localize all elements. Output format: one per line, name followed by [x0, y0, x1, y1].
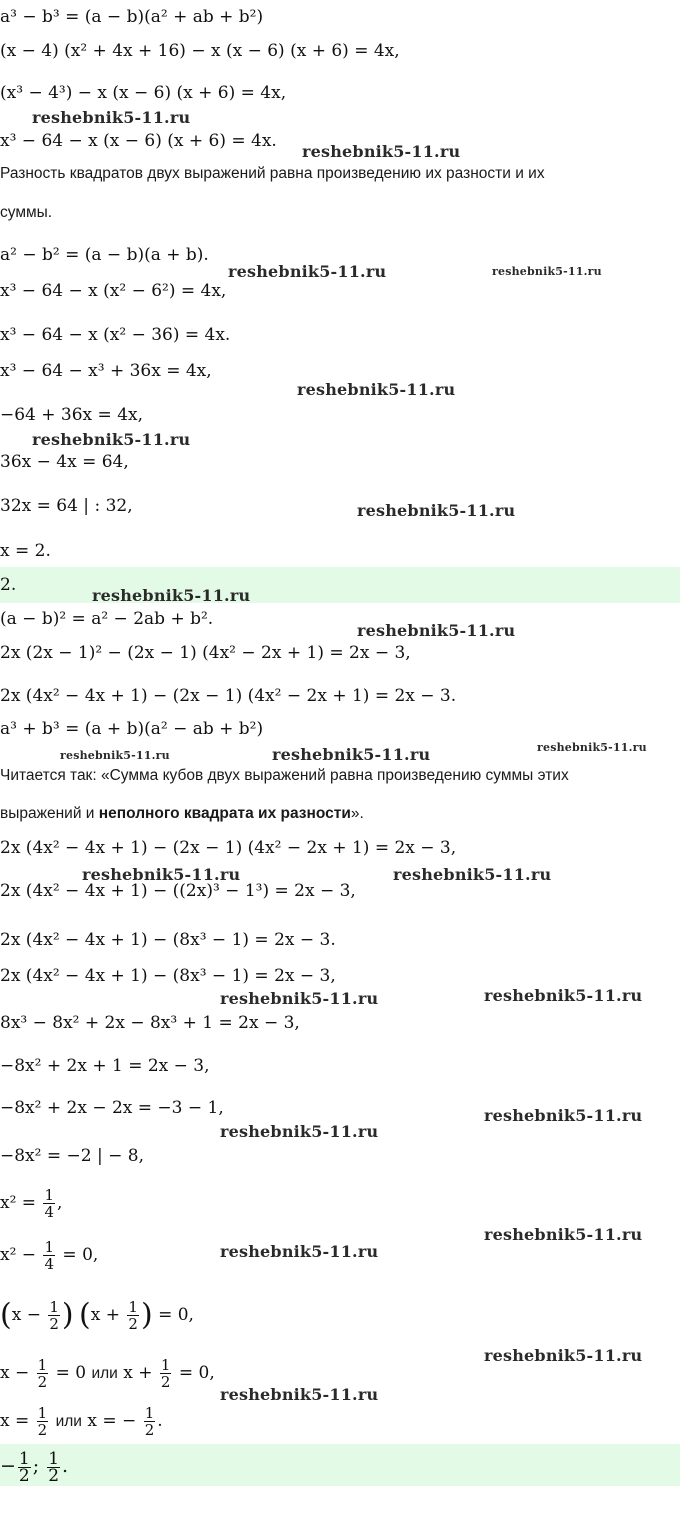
paragraph-text: суммы.	[0, 204, 53, 221]
equation-line: (x³ − 4³) − x (x − 6) (x + 6) = 4x,	[0, 83, 287, 103]
paragraph-text: Разность квадратов двух выражений равна произведению их разности и их	[0, 165, 545, 182]
equation-fraction-line	[0, 1350, 215, 1397]
numerator: 1	[160, 1356, 171, 1374]
fraction	[160, 1357, 172, 1390]
denominator: 2	[18, 1465, 30, 1486]
equation-line: 2x (4x² − 4x + 1) − (2x − 1) (4x² − 2x + 1) = 2x − 3.	[0, 686, 457, 706]
equation-fraction-line	[0, 1398, 163, 1445]
answer-band-final	[0, 1444, 680, 1486]
numerator: 1	[18, 1448, 30, 1469]
denominator: 2	[144, 1421, 155, 1439]
equation-part: ;	[32, 1455, 40, 1477]
denominator: 2	[160, 1373, 171, 1391]
equation-fraction-line	[0, 1232, 98, 1278]
or-word: или	[55, 1413, 82, 1430]
fraction	[18, 1448, 31, 1486]
watermark: reshebnik5-11.ru	[220, 1242, 379, 1261]
equation-part: x² =	[0, 1193, 37, 1213]
formula-cube-sum: a³ + b³ = (a + b)(a² − ab + b²)	[0, 719, 264, 739]
denominator: 2	[48, 1465, 60, 1486]
answer-2: 2.	[0, 575, 17, 595]
watermark: reshebnik5-11.ru	[272, 745, 431, 764]
equation-line: −8x² + 2x + 1 = 2x − 3,	[0, 1056, 210, 1076]
equation-line: −8x² + 2x − 2x = −3 − 1,	[0, 1098, 224, 1118]
numerator: 1	[37, 1356, 48, 1374]
denominator: 2	[37, 1421, 48, 1439]
paragraph-text: Читается так: «Сумма кубов двух выражений равна произведению суммы этих	[0, 767, 569, 784]
numerator: 1	[44, 1186, 55, 1204]
numerator: 1	[128, 1298, 138, 1316]
formula-cube-difference: a³ − b³ = (a − b)(a² + ab + b²)	[0, 7, 264, 27]
final-answer	[0, 1444, 68, 1488]
equation-line: x³ − 64 − x³ + 36x = 4x,	[0, 361, 212, 381]
equation-part: x +	[90, 1305, 121, 1325]
equation-part: .	[62, 1455, 69, 1477]
fraction	[48, 1299, 60, 1332]
equation-line: 36x − 4x = 64,	[0, 452, 129, 472]
equation-part: = 0,	[158, 1305, 194, 1325]
equation-part: x =	[0, 1411, 30, 1431]
equation-fraction-line	[0, 1180, 62, 1226]
watermark: reshebnik5-11.ru	[297, 380, 456, 399]
fraction	[47, 1448, 60, 1486]
equation-line: 2x (2x − 1)² − (2x − 1) (4x² − 2x + 1) = 2x − 3,	[0, 643, 411, 663]
watermark: reshebnik5-11.ru	[492, 265, 602, 278]
equation-part: = 0	[55, 1363, 87, 1383]
equation-line: x³ − 64 − x (x² − 6²) = 4x,	[0, 281, 227, 301]
watermark: reshebnik5-11.ru	[32, 430, 191, 449]
fraction	[43, 1187, 55, 1220]
fraction	[37, 1405, 49, 1438]
equation-line: 2x (4x² − 4x + 1) − ((2x)³ − 1³) = 2x − 3,	[0, 881, 356, 901]
watermark: reshebnik5-11.ru	[537, 741, 647, 754]
equation-line: 2x (4x² − 4x + 1) − (2x − 1) (4x² − 2x + 1) = 2x − 3,	[0, 838, 457, 858]
equation-fraction-line: (x − $\frac{1}{2}$ ) (x + $\frac{1}{2}$ ) = 0,	[0, 1297, 194, 1333]
equation-part: x −	[11, 1305, 41, 1325]
denominator: 2	[37, 1373, 48, 1391]
equation-line: 2x (4x² − 4x + 1) − (8x³ − 1) = 2x − 3,	[0, 966, 336, 986]
formula-square-of-difference: (a − b)² = a² − 2ab + b².	[0, 609, 214, 629]
denominator: 4	[44, 1255, 55, 1273]
fraction	[43, 1239, 55, 1272]
formula-square-difference: a² − b² = (a − b)(a + b).	[0, 245, 209, 265]
equation-part: = 0,	[178, 1363, 215, 1383]
equation-part: x = −	[87, 1411, 137, 1431]
watermark: reshebnik5-11.ru	[228, 262, 387, 281]
equation-part: x −	[0, 1363, 30, 1383]
equation-line: −64 + 36x = 4x,	[0, 405, 144, 425]
watermark: reshebnik5-11.ru	[32, 108, 191, 127]
denominator: 2	[49, 1315, 59, 1333]
equation-part: .	[157, 1411, 163, 1431]
equation-part: ,	[57, 1193, 63, 1213]
watermark: reshebnik5-11.ru	[92, 586, 251, 605]
watermark: reshebnik5-11.ru	[484, 1106, 643, 1125]
watermark: reshebnik5-11.ru	[357, 501, 516, 520]
watermark: reshebnik5-11.ru	[302, 142, 461, 161]
numerator: 1	[44, 1238, 55, 1256]
equation-part: x² −	[0, 1245, 37, 1265]
watermark: reshebnik5-11.ru	[220, 1385, 379, 1404]
equation-part: x +	[123, 1363, 153, 1383]
denominator: 4	[44, 1203, 55, 1221]
watermark: reshebnik5-11.ru	[60, 749, 170, 762]
numerator: 1	[48, 1448, 60, 1469]
equation-line: 32x = 64 | : 32,	[0, 496, 133, 516]
equation-part: = 0,	[62, 1245, 99, 1265]
equation-line: x³ − 64 − x (x² − 36) = 4x.	[0, 325, 231, 345]
fraction	[37, 1357, 49, 1390]
fraction	[127, 1299, 139, 1332]
paragraph-text-bold: неполного квадрата их разности	[98, 805, 351, 822]
numerator: 1	[37, 1404, 48, 1422]
equation-line: 2x (4x² − 4x + 1) − (8x³ − 1) = 2x − 3.	[0, 930, 336, 950]
numerator: 1	[49, 1298, 59, 1316]
equation-line: (x − 4) (x² + 4x + 16) − x (x − 6) (x + 6) = 4x,	[0, 41, 400, 61]
equation-line: 8x³ − 8x² + 2x − 8x³ + 1 = 2x − 3,	[0, 1013, 300, 1033]
watermark: reshebnik5-11.ru	[393, 865, 552, 884]
equation-part: −	[0, 1455, 16, 1477]
numerator: 1	[144, 1404, 155, 1422]
paragraph-text-part: выражений и	[0, 805, 99, 822]
or-word: или	[91, 1365, 118, 1382]
equation-line: −8x² = −2 | − 8,	[0, 1146, 144, 1166]
watermark: reshebnik5-11.ru	[484, 1225, 643, 1244]
watermark: reshebnik5-11.ru	[82, 865, 241, 884]
paragraph-text-part: ».	[350, 805, 364, 822]
paragraph-text	[0, 803, 364, 825]
watermark: reshebnik5-11.ru	[484, 986, 643, 1005]
watermark: reshebnik5-11.ru	[357, 621, 516, 640]
equation-line: x = 2.	[0, 541, 51, 561]
equation-line: x³ − 64 − x (x − 6) (x + 6) = 4x.	[0, 131, 277, 151]
watermark: reshebnik5-11.ru	[220, 989, 379, 1008]
fraction	[144, 1405, 156, 1438]
denominator: 2	[128, 1315, 138, 1333]
watermark: reshebnik5-11.ru	[484, 1346, 643, 1365]
watermark: reshebnik5-11.ru	[220, 1122, 379, 1141]
